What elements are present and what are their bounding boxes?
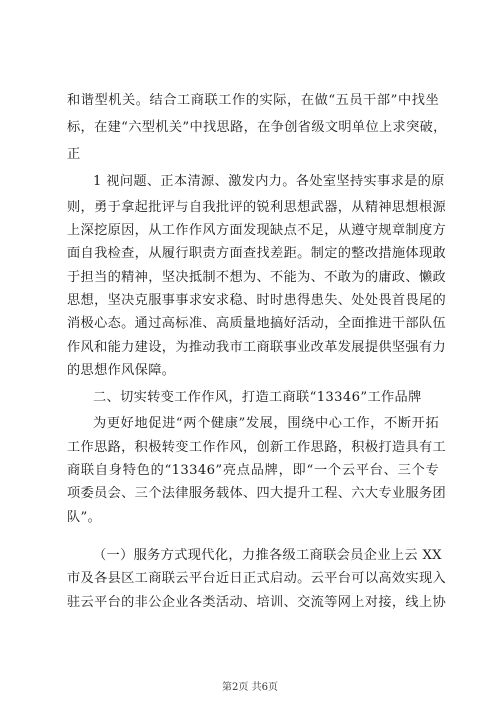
paragraph-line: 项委员会、三个法律服务载体、四大提升工程、六大专业服务团 <box>67 486 447 501</box>
paragraph-line: 上深挖原因，从工作作风方面发现缺点不足，从遵守规章制度方 <box>67 223 447 238</box>
paragraph-line: 思想，坚决克服事事求安求稳、时时患得患失、处处畏首畏尾的 <box>67 293 447 308</box>
paragraph-line: 面自我检查，从履行职责方面查找差距。制定的整改措施体现敢 <box>67 246 447 261</box>
paragraph-line: 商联自身特色的“13346”亮点品牌，即“一个云平台、三个专 <box>67 463 439 478</box>
paragraph-line: 和谐型机关。结合工商联工作的实际，在做“五员干部”中找坐 <box>67 93 439 108</box>
paragraph-line: 驻云平台的非公企业各类活动、培训、交流等网上对接，线上协 <box>67 595 447 610</box>
paragraph-line: 的思想作风保障。 <box>67 363 176 378</box>
paragraph-line: 作风和能力建设，为推动我市工商联事业改革发展提供坚强有力 <box>67 340 447 355</box>
paragraph-line: 标，在建“六型机关”中找思路，在争创省级文明单位上求突破， <box>67 120 447 135</box>
paragraph-line: 市及各县区工商联云平台近日正式启动。云平台可以高效实现入 <box>67 571 447 586</box>
paragraph-line: 队”。 <box>67 510 102 525</box>
paragraph-line: 工作思路，积极转变工作作风，创新工作思路，积极打造具有工 <box>67 440 447 455</box>
paragraph-line: 为更好地促进“两个健康”发展，围绕中心工作，不断开拓 <box>93 416 439 431</box>
paragraph-line: 1 视问题、正本清源、激发内力。各处室坚持实事求是的原 <box>93 174 445 189</box>
paragraph-line: 正 <box>67 147 81 162</box>
page-footer: 第2页 共6页 <box>222 682 278 693</box>
subsection-heading-line: （一）服务方式现代化，力推各级工商联会员企业上云 XX <box>93 548 442 563</box>
section-heading: 二、切实转变工作作风，打造工商联“13346”工作品牌 <box>93 390 422 405</box>
paragraph-line: 消极心态。通过高标准、高质量地搞好活动，全面推进干部队伍 <box>67 316 447 331</box>
paragraph-line: 则，勇于拿起批评与自我批评的锐利思想武器，从精神思想根源 <box>67 200 447 215</box>
paragraph-line: 于担当的精神，坚决抵制不想为、不能为、不敢为的庸政、懒政 <box>67 270 447 285</box>
